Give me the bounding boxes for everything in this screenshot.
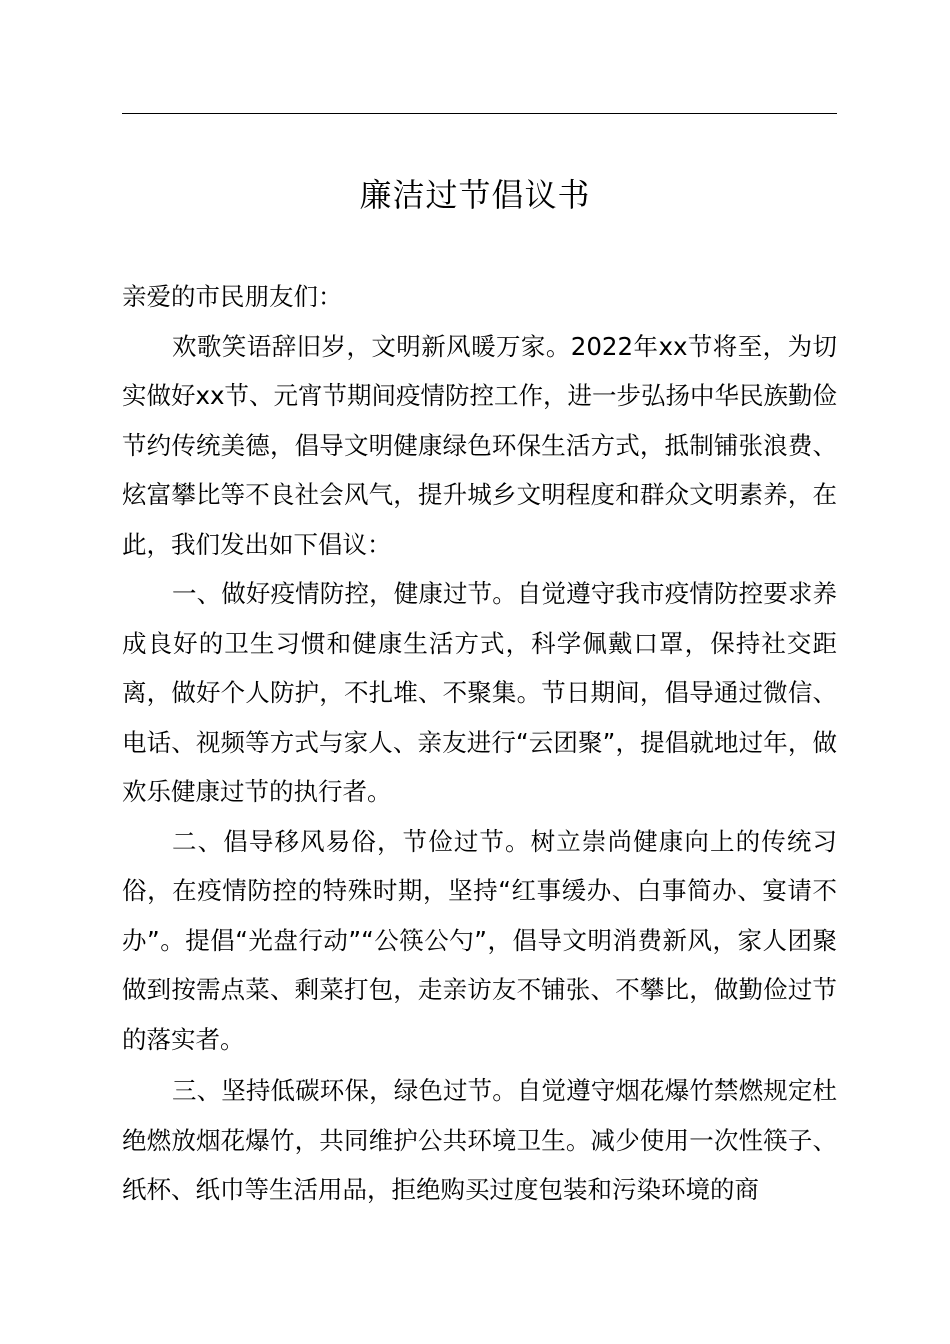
paragraph-item-2: 二、倡导移风易俗，节俭过节。树立崇尚健康向上的传统习俗，在疫情防控的特殊时期，坚持“红事缓办、白事简办、宴请不办”。提倡“光盘行动”“公筷公勺”，倡导文明消费新风，家人团聚做到按需点菜、剩菜打包，走亲访友不铺张、不攀比，做勤俭过节的落实者。 — [122, 826, 837, 1054]
paragraph-item-3: 三、坚持低碳环保，绿色过节。自觉遵守烟花爆竹禁燃规定杜绝燃放烟花爆竹，共同维护公共环境卫生。减少使用一次性筷子、纸杯、纸巾等生活用品，拒绝购买过度包装和污染环境的商 — [122, 1076, 837, 1204]
header-rule — [122, 113, 837, 114]
document-title: 廉洁过节倡议书 — [359, 176, 591, 214]
paragraph-item-1: 一、做好疫情防控，健康过节。自觉遵守我市疫情防控要求养成良好的卫生习惯和健康生活方式，科学佩戴口罩，保持社交距离，做好个人防护，不扎堆、不聚集。节日期间，倡导通过微信、电话、视频等方式与家人、亲友进行“云团聚”，提倡就地过年，做欢乐健康过节的执行者。 — [122, 579, 837, 806]
document-body — [122, 272, 837, 1215]
paragraph-intro: 欢歌笑语辞旧岁，文明新风暖万家。2022年xx节将至，为切实做好xx节、元宵节期间疫情防控工作，进一步弘扬中华民族勤俭节约传统美德，倡导文明健康绿色环保生活方式，抵制铺张浪费、炫富攀比等不良社会风气，提升城乡文明程度和群众文明素养，在此，我们发出如下倡议： — [122, 331, 837, 559]
salutation: 亲爱的市民朋友们： — [122, 282, 343, 311]
